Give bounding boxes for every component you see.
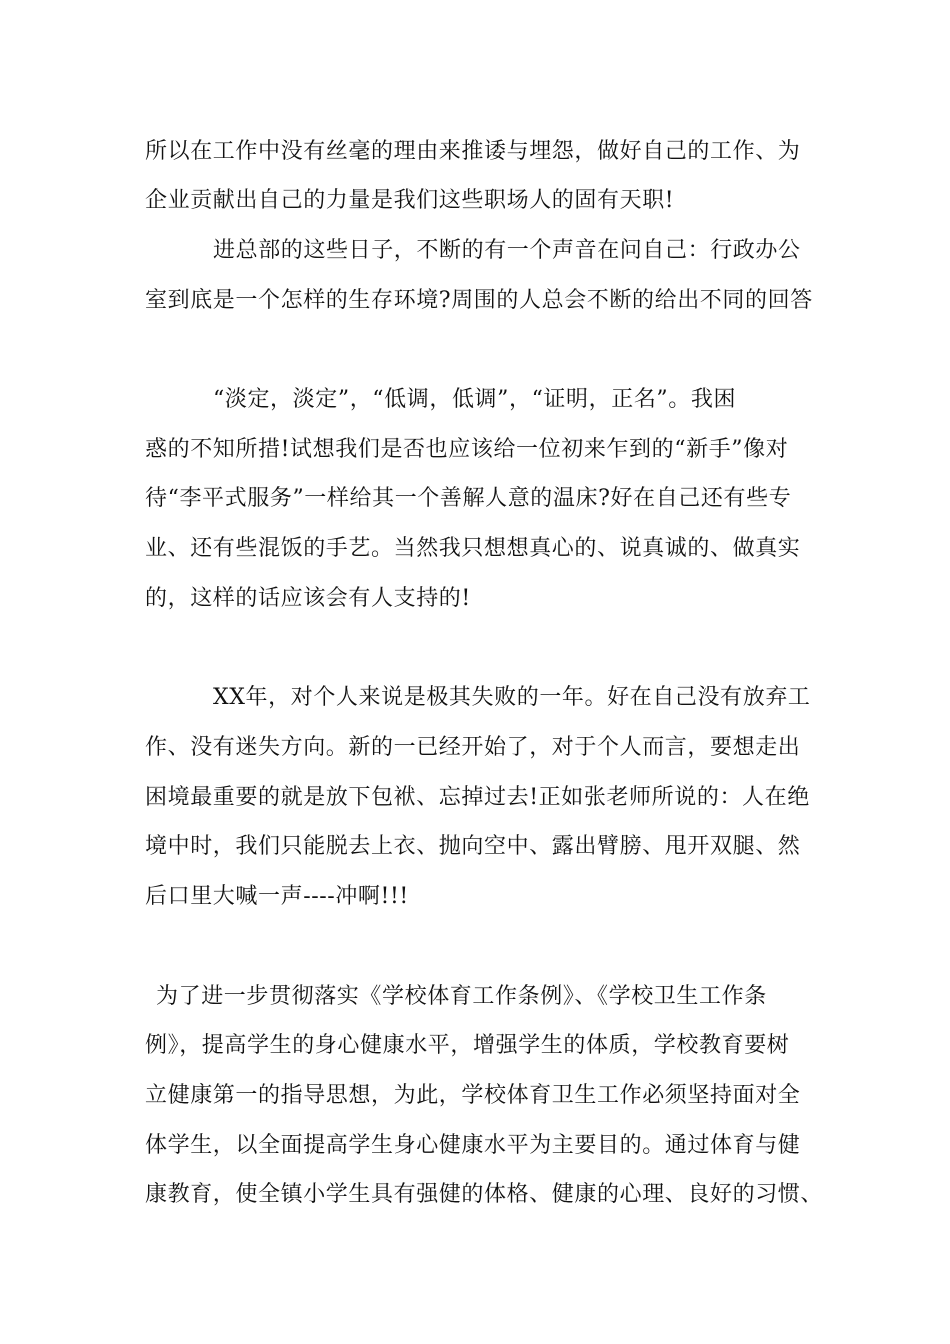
paragraph-5-line-1: 为了进一步贯彻落实《学校体育工作条例》、《学校卫生工作条 (156, 984, 767, 1009)
paragraph-2-line-1: 进总部的这些日子，不断的有一个声音在问自己：行政办公 (213, 238, 801, 263)
paragraph-3-line-5: 的，这样的话应该会有人支持的! (145, 586, 471, 611)
paragraph-5-line-5: 康教育，使全镇小学生具有强健的体格、健康的心理、良好的习惯、 (145, 1182, 824, 1207)
paragraph-5-line-2: 例》，提高学生的身心健康水平，增强学生的体质，学校教育要树 (145, 1033, 790, 1058)
paragraph-3-line-3: 待“李平式服务”一样给其一个善解人意的温床?好在自己还有些专 (145, 486, 792, 511)
paragraph-4-line-2: 作、没有迷失方向。新的一已经开始了，对于个人而言，要想走出 (145, 735, 801, 760)
paragraph-3-line-1: “淡定，淡定”，“低调，低调”，“证明，正名”。我困 (213, 387, 737, 412)
paragraph-5-line-3: 立健康第一的指导思想，为此，学校体育卫生工作必须坚持面对全 (145, 1083, 801, 1108)
paragraph-1-line-2: 企业贡献出自己的力量是我们这些职场人的固有天职! (145, 188, 675, 213)
paragraph-4-line-1: XX年，对个人来说是极其失败的一年。好在自己没有放弃工 (213, 685, 811, 710)
paragraph-3-line-4: 业、还有些混饭的手艺。当然我只想想真心的、说真诚的、做真实 (145, 536, 801, 561)
paragraph-4-line-3: 困境最重要的就是放下包袱、忘掉过去!正如张老师所说的：人在绝 (145, 785, 810, 810)
paragraph-3-line-2: 惑的不知所措!试想我们是否也应该给一位初来乍到的“新手”像对 (145, 437, 789, 462)
paragraph-1-line-1: 所以在工作中没有丝毫的理由来推诿与埋怨，做好自己的工作、为 (145, 139, 801, 164)
paragraph-4-line-4: 境中时，我们只能脱去上衣、抛向空中、露出臂膀、甩开双腿、然 (145, 834, 801, 859)
paragraph-4-line-5: 后口里大喊一声----冲啊!!! (145, 884, 409, 909)
paragraph-5-line-4: 体学生，以全面提高学生身心健康水平为主要目的。通过体育与健 (145, 1133, 801, 1158)
paragraph-2-line-2: 室到底是一个怎样的生存环境?周围的人总会不断的给出不同的回答 (145, 288, 813, 313)
